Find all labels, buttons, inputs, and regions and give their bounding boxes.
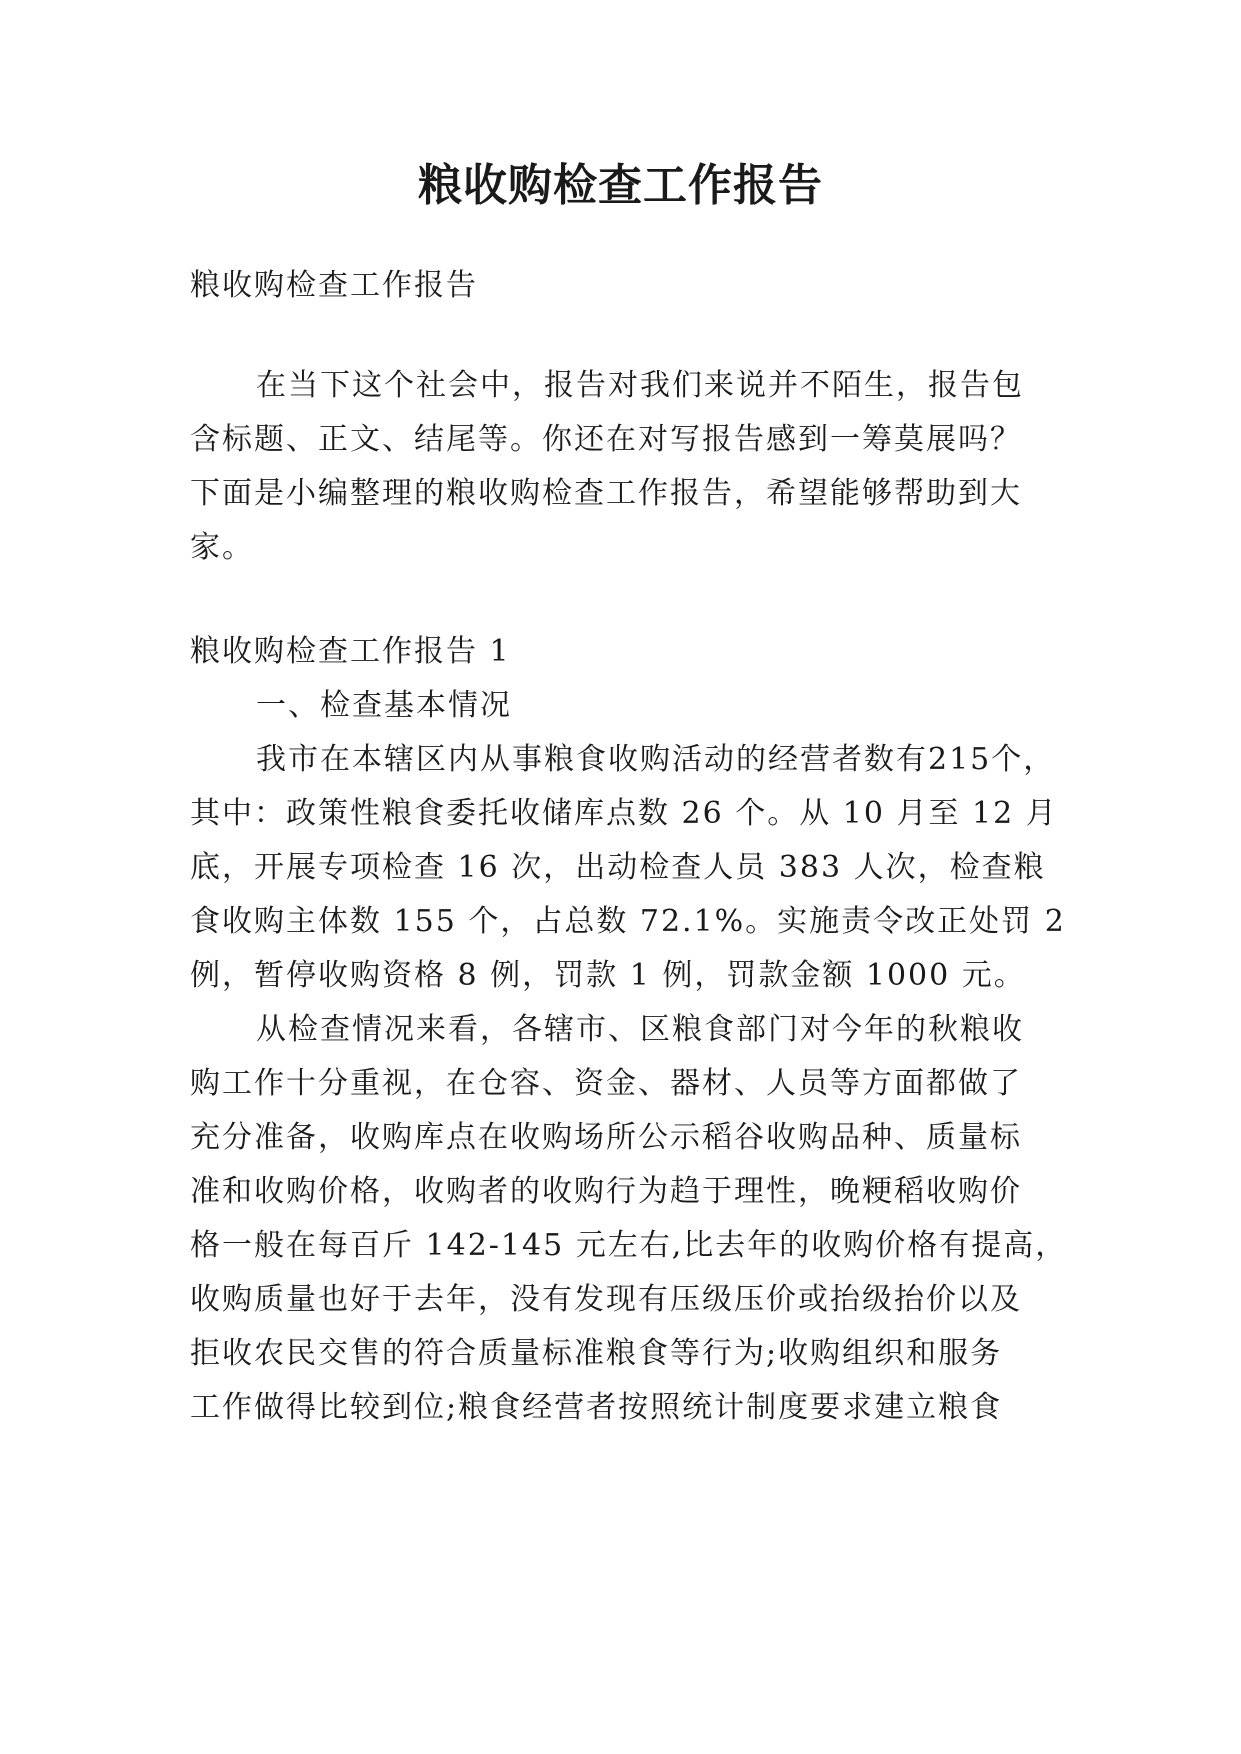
intro-line: 下面是小编整理的粮收购检查工作报告，希望能够帮助到大 bbox=[190, 476, 1022, 511]
paragraph-line: 其中：政策性粮食委托收储库点数 26 个。从 10 月至 12 月 bbox=[190, 796, 1058, 831]
paragraph-line: 我市在本辖区内从事粮食收购活动的经营者数有215个， bbox=[256, 742, 1056, 777]
paragraph-line: 拒收农民交售的符合质量标准粮食等行为;收购组织和服务 bbox=[190, 1336, 1003, 1371]
section-heading: 一、检查基本情况 bbox=[256, 688, 512, 723]
paragraph-line: 购工作十分重视，在仓容、资金、器材、人员等方面都做了 bbox=[190, 1066, 1022, 1101]
paragraph-line: 食收购主体数 155 个，占总数 72.1%。实施责令改正处罚 2 bbox=[190, 904, 1066, 939]
document-title: 粮收购检查工作报告 bbox=[418, 160, 823, 211]
intro-line: 家。 bbox=[190, 530, 254, 565]
paragraph-line: 从检查情况来看，各辖市、区粮食部门对今年的秋粮收 bbox=[256, 1012, 1024, 1047]
intro-line: 含标题、正文、结尾等。你还在对写报告感到一筹莫展吗？ bbox=[190, 422, 1022, 457]
paragraph-line: 格一般在每百斤 142-145 元左右,比去年的收购价格有提高， bbox=[190, 1228, 1068, 1263]
paragraph-line: 充分准备，收购库点在收购场所公示稻谷收购品种、质量标 bbox=[190, 1120, 1022, 1155]
paragraph-line: 工作做得比较到位;粮食经营者按照统计制度要求建立粮食 bbox=[190, 1390, 1003, 1425]
intro-line: 在当下这个社会中，报告对我们来说并不陌生，报告包 bbox=[256, 368, 1024, 403]
paragraph-line: 收购质量也好于去年，没有发现有压级压价或抬级抬价以及 bbox=[190, 1282, 1022, 1317]
document-subtitle: 粮收购检查工作报告 bbox=[190, 268, 478, 303]
paragraph-line: 底，开展专项检查 16 次，出动检查人员 383 人次，检查粮 bbox=[190, 850, 1046, 885]
section-title: 粮收购检查工作报告 1 bbox=[190, 634, 511, 669]
paragraph-line: 例，暂停收购资格 8 例，罚款 1 例，罚款金额 1000 元。 bbox=[190, 958, 1026, 993]
paragraph-line: 准和收购价格，收购者的收购行为趋于理性，晚粳稻收购价 bbox=[190, 1174, 1022, 1209]
